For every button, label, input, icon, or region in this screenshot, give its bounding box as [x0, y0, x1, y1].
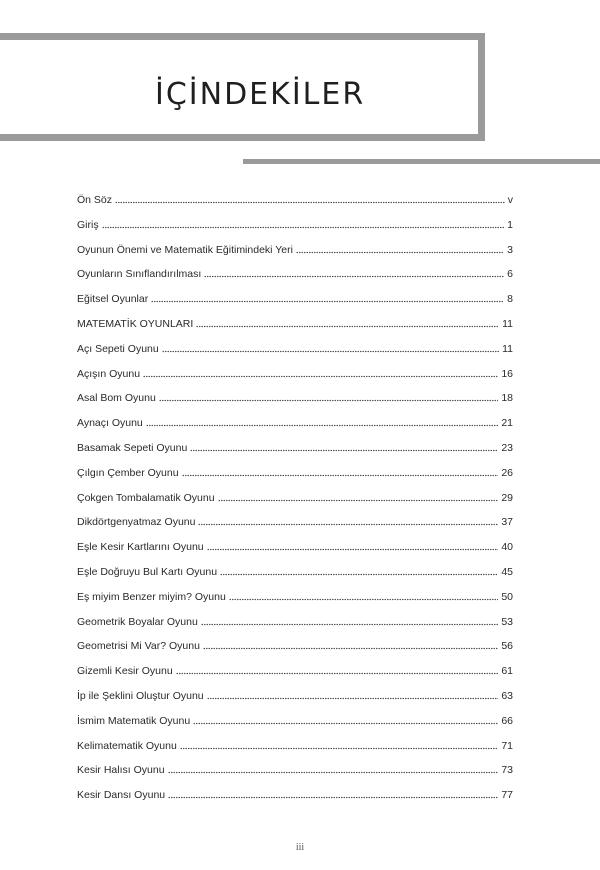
- header-rule: [243, 159, 600, 164]
- toc-entry-label: Basamak Sepeti Oyunu: [77, 441, 188, 454]
- toc-entry-page: 16: [501, 367, 513, 380]
- toc-entry[interactable]: [77, 585, 513, 610]
- toc-entry-label: Geometrisi Mi Var? Oyunu: [77, 640, 200, 653]
- toc-entry-label: Açışın Oyunu: [77, 367, 141, 380]
- toc-entry-label: Çokgen Tombalamatik Oyunu: [77, 491, 215, 504]
- toc-entry-page: 40: [501, 541, 513, 554]
- toc-entry-page: v: [507, 194, 513, 206]
- dot-leader: [182, 470, 499, 477]
- toc-entry-label: Dikdörtgenyatmaz Oyunu: [77, 516, 196, 529]
- toc-entry[interactable]: [77, 362, 513, 387]
- toc-entry-label: Oyunun Önemi ve Matematik Eğitimindeki Yeri: [77, 243, 293, 256]
- toc-entry[interactable]: [77, 188, 513, 213]
- dot-leader: [146, 420, 499, 427]
- toc-entry-label: Eşle Kesir Kartlarını Oyunu: [77, 541, 204, 554]
- toc-entry-page: 8: [507, 293, 513, 306]
- toc-entry-page: 73: [501, 764, 513, 777]
- toc-entry-page: 1: [507, 218, 513, 231]
- toc-entry[interactable]: [77, 386, 513, 411]
- toc-entry[interactable]: [77, 535, 513, 560]
- toc-entry-page: 56: [501, 640, 513, 653]
- toc-entry-page: 6: [507, 268, 513, 281]
- toc-entry-label: Eş miyim Benzer miyim? Oyunu: [77, 590, 226, 603]
- toc-entry-label: Kesir Dansı Oyunu: [77, 789, 166, 802]
- toc-entry[interactable]: [77, 634, 513, 659]
- toc-entry[interactable]: [77, 734, 513, 759]
- toc-entry[interactable]: [77, 411, 513, 436]
- toc-entry[interactable]: [77, 610, 513, 635]
- toc-entry[interactable]: [77, 659, 513, 684]
- toc-entry-label: MATEMATİK OYUNLARI: [77, 317, 194, 330]
- toc-entry[interactable]: [77, 262, 513, 287]
- toc-entry-page: 50: [501, 590, 513, 603]
- toc-entry-label: Çılgın Çember Oyunu: [77, 466, 179, 479]
- toc-entry-label: Eğitsel Oyunlar: [77, 293, 149, 306]
- dot-leader: [176, 668, 499, 675]
- toc-entry-page: 3: [507, 243, 513, 256]
- dot-leader: [168, 767, 499, 774]
- toc-entry-page: 37: [501, 516, 513, 529]
- toc-entry[interactable]: [77, 238, 513, 263]
- toc-entry-page: 21: [501, 417, 513, 430]
- dot-leader: [220, 569, 498, 576]
- dot-leader: [198, 519, 498, 526]
- toc-entry-label: İsmim Matematik Oyunu: [77, 714, 191, 727]
- toc-entry[interactable]: [77, 213, 513, 238]
- toc-entry-label: Aynaçı Oyunu: [77, 417, 143, 430]
- toc-entry[interactable]: [77, 560, 513, 585]
- toc-entry-page: 29: [501, 491, 513, 504]
- toc-entry-page: 23: [501, 441, 513, 454]
- toc-entry[interactable]: [77, 709, 513, 734]
- dot-leader: [207, 544, 499, 551]
- toc-entry[interactable]: [77, 436, 513, 461]
- dot-leader: [168, 792, 498, 799]
- page-number: iii: [295, 842, 305, 853]
- toc-entry-label: İp ile Şeklini Oluştur Oyunu: [77, 689, 204, 702]
- toc-entry[interactable]: [77, 510, 513, 535]
- toc-entry-page: 66: [501, 714, 513, 727]
- toc-entry-page: 26: [501, 466, 513, 479]
- dot-leader: [207, 693, 499, 700]
- dot-leader: [201, 619, 499, 626]
- dot-leader: [204, 271, 504, 278]
- toc-entry-label: Oyunların Sınıflandırılması: [77, 268, 202, 281]
- toc-entry-page: 11: [502, 342, 513, 355]
- toc-entry[interactable]: [77, 461, 513, 486]
- toc-entry[interactable]: [77, 337, 513, 362]
- toc-entry[interactable]: [77, 287, 513, 312]
- toc-entry-page: 61: [501, 665, 513, 678]
- toc-entry-label: Eşle Doğruyu Bul Kartı Oyunu: [77, 565, 218, 578]
- dot-leader: [151, 296, 504, 303]
- dot-leader: [102, 222, 505, 229]
- toc-entry-page: 71: [501, 739, 513, 752]
- toc-entry-page: 18: [501, 392, 513, 405]
- toc-entry[interactable]: [77, 684, 513, 709]
- toc-entry-page: 45: [501, 565, 513, 578]
- dot-leader: [180, 743, 499, 750]
- toc-entry-page: 53: [501, 615, 513, 628]
- toc-entry-label: Kelimatematik Oyunu: [77, 739, 177, 752]
- toc-entry-page: 11: [502, 317, 513, 330]
- toc-entry-label: Geometrik Boyalar Oyunu: [77, 615, 198, 628]
- toc-entry-page: 63: [501, 689, 513, 702]
- toc-entry-label: Açı Sepeti Oyunu: [77, 342, 159, 355]
- dot-leader: [296, 247, 504, 254]
- page-title: İÇİNDEKİLER: [155, 77, 366, 112]
- table-of-contents: [77, 188, 513, 808]
- dot-leader: [203, 643, 498, 650]
- toc-entry[interactable]: [77, 312, 513, 337]
- toc-entry[interactable]: [77, 758, 513, 783]
- dot-leader: [143, 371, 498, 378]
- dot-leader: [159, 395, 499, 402]
- toc-entry-label: Giriş: [77, 218, 99, 231]
- toc-entry-page: 77: [501, 789, 513, 802]
- dot-leader: [196, 321, 499, 328]
- toc-entry-label: Kesir Halısı Oyunu: [77, 764, 165, 777]
- toc-entry-label: Gizemli Kesir Oyunu: [77, 665, 173, 678]
- toc-entry-label: Ön Söz: [77, 194, 113, 206]
- dot-leader: [218, 495, 499, 502]
- dot-leader: [190, 445, 498, 452]
- toc-entry-label: Asal Bom Oyunu: [77, 392, 156, 405]
- dot-leader: [193, 718, 498, 725]
- toc-entry[interactable]: [77, 486, 513, 511]
- dot-leader: [115, 197, 505, 204]
- dot-leader: [229, 594, 499, 601]
- dot-leader: [162, 346, 499, 353]
- toc-entry[interactable]: [77, 783, 513, 808]
